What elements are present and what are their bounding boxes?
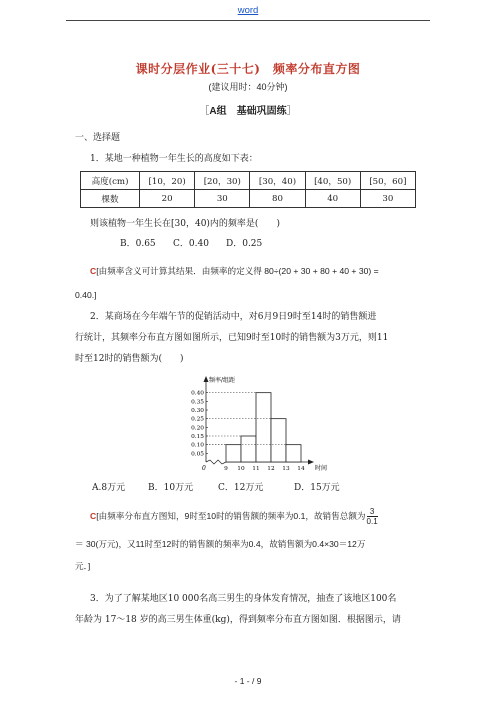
q2-fraction [367, 507, 378, 526]
group-label [0, 102, 496, 117]
q2-answer-cont: ＝ 30(万元)，又11时至12时的销售额的频率为0.4，故销售额为0.4×30＝12万 [75, 539, 366, 549]
table-cell: 80 [250, 190, 305, 208]
histogram-bar [271, 419, 286, 462]
histogram-bar [241, 436, 256, 462]
q2-answer-text: [由频率分布直方图知，9时至10时的销售额的频率为0.1，故销售总额为 [96, 510, 366, 521]
histogram-bar [286, 445, 301, 462]
x-tick-label: 11 [252, 466, 260, 472]
q1-option-c: C．0.40 [173, 239, 209, 249]
group-name: 组 基础巩固练 [216, 106, 287, 117]
page-title: 课时分层作业(三十七) 频率分布直方图 [135, 62, 361, 76]
table-row [81, 190, 416, 208]
y-tick-label: 0.35 [191, 399, 204, 406]
fraction-denominator: 0.1 [366, 517, 378, 526]
q2-option-a: A.8万元 [92, 483, 126, 493]
y-tick-label: 0.30 [191, 408, 204, 414]
header-link[interactable]: word [237, 5, 259, 16]
x-tick-label: 14 [297, 466, 305, 472]
x-tick-label: 12 [267, 466, 275, 472]
q2-answer-letter: C [90, 510, 97, 521]
table-cell: 棵数 [81, 190, 140, 208]
q1-answer-letter: C [90, 266, 97, 276]
y-tick-label: 0.10 [191, 442, 204, 449]
height-table [80, 171, 416, 208]
group-right-bracket: ］ [286, 106, 297, 117]
q2-option-c: C．12万元 [218, 483, 264, 493]
table-cell: 20 [140, 190, 195, 208]
fraction-numerator: 3 [367, 507, 378, 517]
table-cell: [50，60] [360, 172, 415, 190]
q1-option-b: B．0.65 [120, 239, 156, 249]
table-cell: 30 [360, 190, 415, 208]
table-cell: 30 [195, 190, 250, 208]
q1-option-d: D．0.25 [226, 239, 263, 249]
x-axis-arrow [308, 460, 314, 465]
q2-answer [90, 507, 378, 526]
x-tick-label: 13 [282, 466, 290, 472]
x-tick-label: 9 [224, 466, 228, 472]
table-header-row [81, 172, 416, 190]
q3-line1: 3．为了了解某地区10 000名高三男生的身体发育情况，抽查了该地区100名 [90, 594, 397, 604]
q2-line1: 2．某商场在今年端午节的促销活动中，对6月9日9时至14时的销售额进 [90, 312, 377, 322]
section-heading: 一、选择题 [75, 133, 121, 143]
y-tick-label: 0.15 [191, 434, 204, 440]
table-cell: [30，40) [250, 172, 305, 190]
histogram-bar [226, 445, 241, 462]
q1-answer-text: [由频率含义可计算其结果．由频率的定义得 80÷(20 + 30 + 80 + 40 + 30) = [96, 266, 379, 276]
q2-option-d: D．15万元 [294, 483, 340, 493]
histogram-bar [256, 393, 271, 462]
q3-line2: 年龄为 17～18 岁的高三男生体重(kg)，得到频率分布直方图如图．根据图示，请 [75, 615, 401, 625]
table-cell: 40 [305, 190, 360, 208]
axis-break [206, 460, 226, 464]
page-subtitle: (建议用时：40分钟) [208, 82, 288, 92]
group-badge: A [209, 106, 217, 117]
q2-line3: 时至12时的销售额为( ) [75, 354, 184, 364]
x-axis-label: 时间 [315, 465, 328, 472]
y-tick-label: 0.25 [191, 416, 204, 423]
origin-label: 0 [202, 465, 206, 472]
page-footer: - 1 - / 9 [234, 676, 262, 686]
y-axis-label: 频率/组距 [209, 377, 236, 384]
q1-answer [90, 265, 379, 277]
group-left-bracket: ［ [199, 106, 210, 117]
histogram-chart [180, 372, 340, 474]
q2-option-b: B．10万元 [148, 483, 194, 493]
table-cell: [10，20) [140, 172, 195, 190]
q2-answer-end: 元．] [75, 561, 91, 571]
q1-question: 则该植物一年生长在[30，40)内的频率是( ) [90, 219, 280, 229]
header-divider [66, 20, 430, 21]
y-tick-label: 0.40 [191, 390, 204, 397]
q1-answer-cont: 0.40.] [75, 290, 97, 300]
x-tick-label: 10 [237, 466, 245, 472]
q1-stem: 1．某地一种植物一年生长的高度如下表： [90, 154, 258, 164]
y-axis-arrow [204, 376, 209, 382]
table-cell: [20，30) [195, 172, 250, 190]
table-cell: 高度(cm) [81, 172, 140, 190]
y-tick-label: 0.20 [191, 425, 204, 432]
y-tick-label: 0.05 [191, 451, 204, 458]
table-cell: [40，50) [305, 172, 360, 190]
q2-line2: 行统计，其频率分布直方图如图所示，已知9时至10时的销售额为3万元，则11 [75, 333, 389, 343]
